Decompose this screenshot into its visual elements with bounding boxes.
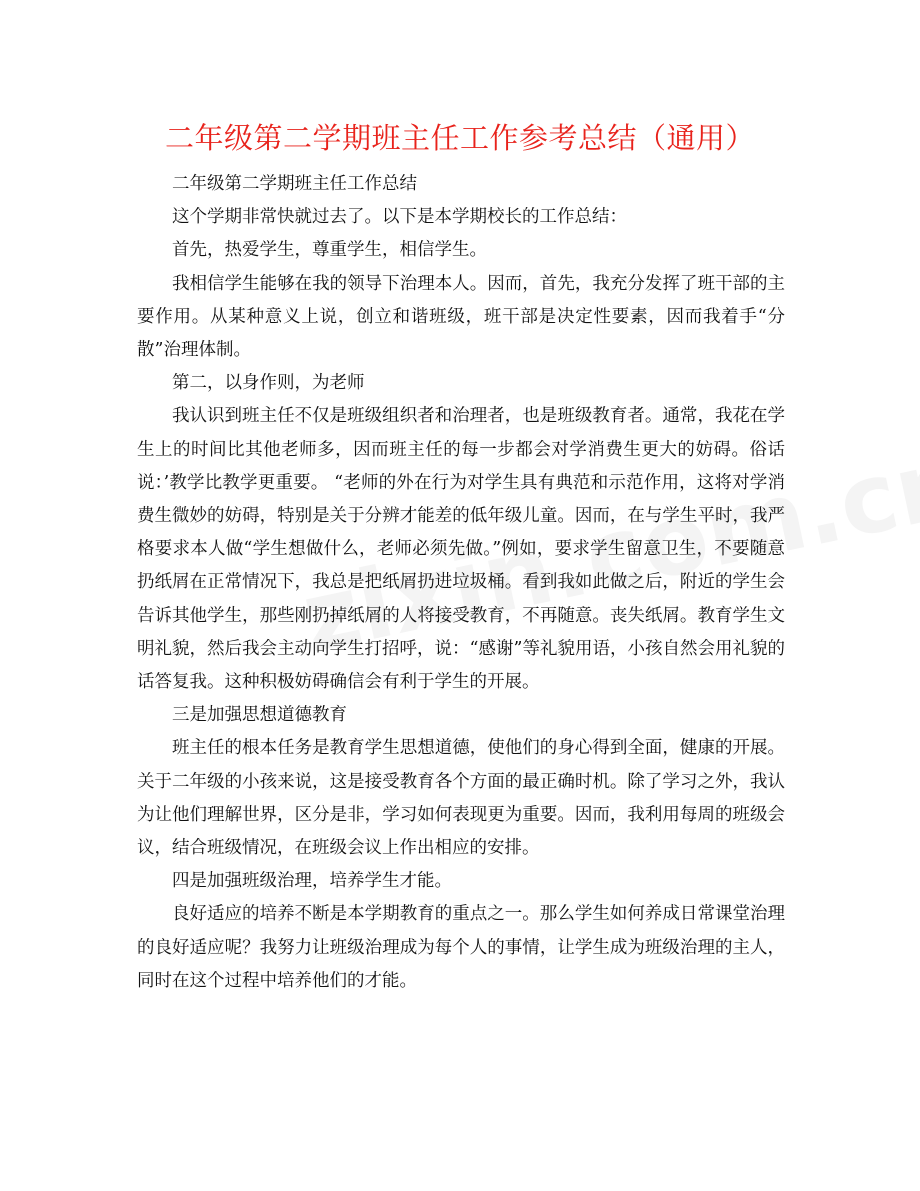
section-heading-4: 四是加强班级治理，培养学生才能。 (172, 871, 452, 892)
body-paragraph-1: 我相信学生能够在我的领导下治理本人。因而，首先，我充分发挥了班干部的主要作用。从某种意义上说，创立和谐班级，班干部是决定性要素，因而我着手“分散”治理体制。 (137, 273, 785, 361)
document-body (137, 168, 785, 998)
section-heading-2: 第二，以身作则，为老师 (172, 373, 365, 394)
body-paragraph-3: 班主任的根本任务是教育学生思想道德，使他们的身心得到全面，健康的开展。关于二年级的小孩来说，这是接受教育各个方面的最正确时机。除了学习之外，我认为让他们理解世界，区分是非，学习如何表现更为重要。因而，我利用每周的班级会议，结合班级情况，在班级会议上作出相应的安排。 (137, 738, 785, 859)
document-title: 二年级第二学期班主任工作参考总结（通用） (164, 121, 755, 155)
subtitle-paragraph: 二年级第二学期班主任工作总结 (172, 174, 417, 194)
section-heading-1: 首先，热爱学生，尊重学生，相信学生。 (172, 240, 487, 261)
body-paragraph-4: 良好适应的培养不断是本学期教育的重点之一。那么学生如何养成日常课堂治理的良好适应呢？我努力让班级治理成为每个人的事情，让学生成为班级治理的主人，同时在这个过程中培养他们的才能。 (137, 904, 785, 991)
intro-paragraph: 这个学期非常快就过去了。以下是本学期校长的工作总结： (172, 207, 627, 228)
body-paragraph-2: 我认识到班主任不仅是班级组织者和治理者，也是班级教育者。通常，我花在学生上的时间比其他老师多，因而班主任的每一步都会对学消费生更大的妨碍。俗话说：’教学比教学更重要。 “老师的外在行为对学生具有典范和示范作用，这将对学消费生微妙的妨碍，特别是关于分辨才能差的低年级儿童。因而，在与学生平时，我严格要求本人做“学生想做什么，老师必须先做。”例如，要求学生留意卫生，不要随意扔纸屑在正常情况下，我总是把纸屑扔进垃圾桶。看到我如此做之后，附近的学生会告诉其他学生，那些刚扔掉纸屑的人将接受教育，不再随意。丧失纸屑。教育学生文明礼貌，然后我会主动向学生打招呼，说：“感谢”等礼貌用语，小孩自然会用礼貌的话答复我。这种积极妨碍确信会有利于学生的开展。 (137, 406, 785, 693)
section-heading-3: 三是加强思想道德教育 (172, 705, 347, 726)
